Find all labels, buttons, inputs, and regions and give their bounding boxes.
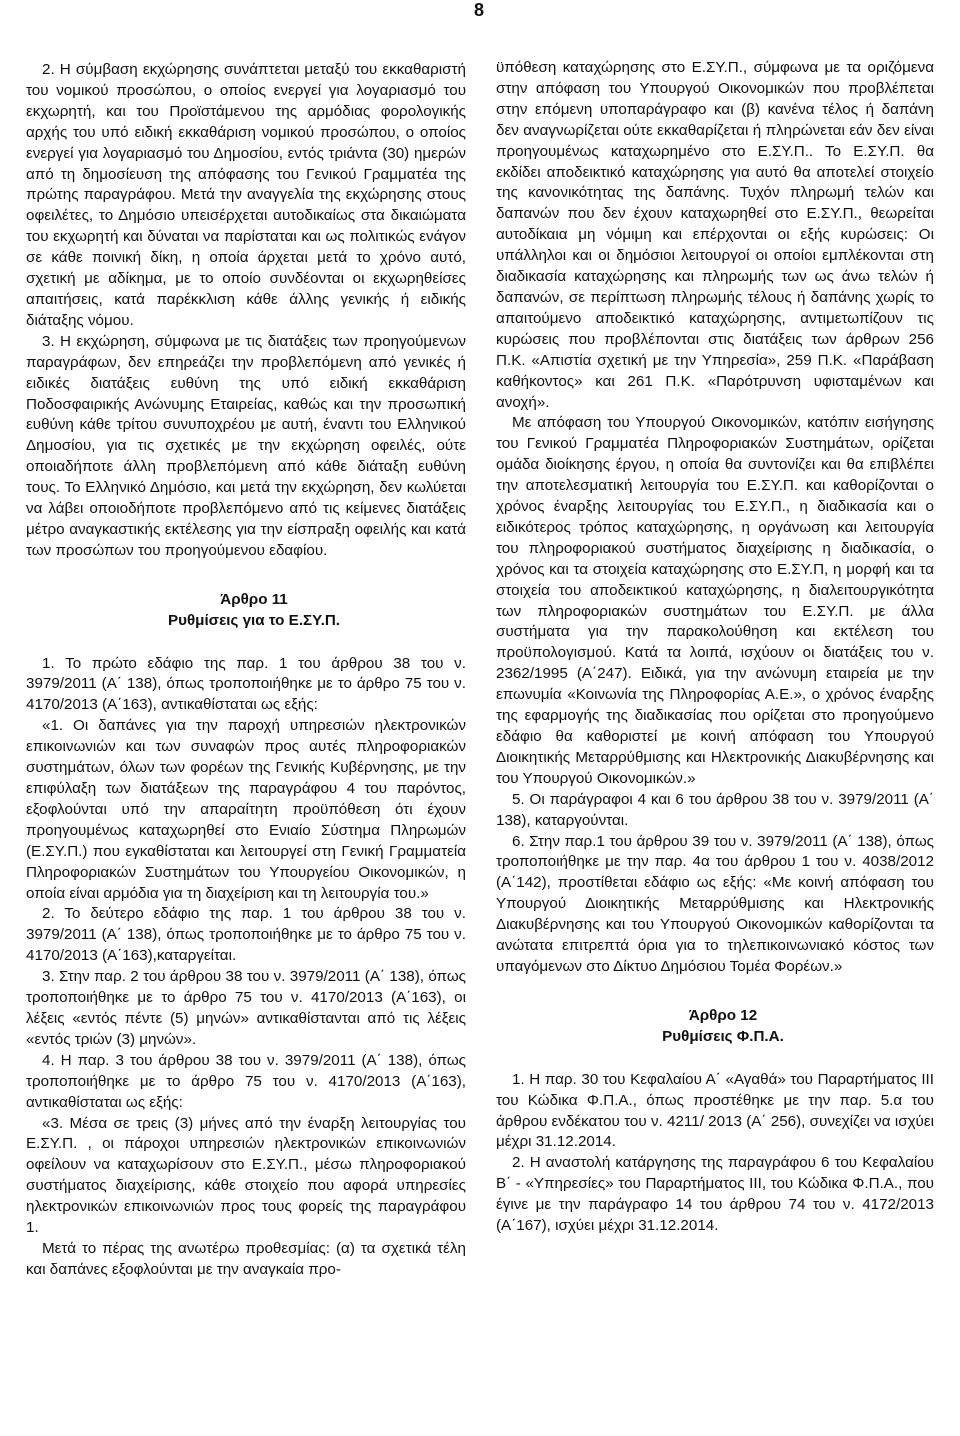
paragraph: Με απόφαση του Υπουργού Οικονομικών, κατόπιν εισήγησης του Γενικού Γραμματέα Πληροφοριακών Συστημάτων, ορίζεται ομάδα διοίκησης έργου, η οποία θα συντονίζει και θα επιβλέπει την αποτελεσματική λειτουργία του Ε.ΣΥ.Π. και καθορίζονται ο χρόνος έναρξης λειτουργίας του Ε.ΣΥ.Π., η διαδικασία και ο ειδικότερος τρόπος καταχώρησης, η οργάνωση και λειτουργία του πληροφοριακού συστήματος διαχείρισης η διαδικασία, ο χρόνος και τα στοιχεία καταχώρησης στο Ε.ΣΥ.Π, η μορφή και τα στοιχεία του αποδεικτικού καταχώρησης, η διαλειτουργικότητα των πληροφοριακών συστημάτων του Ε.ΣΥ.Π. με άλλα συστήματα για την παρακολούθηση και εκτέλεση του προϋπολογισμού. Κατά τα λοιπά, ισχύουν οι διατάξεις του ν. 2362/1995 (Α΄247). Ειδικά, για την ανώνυμη εταιρεία με την επωνυμία «Κοινωνία της Πληροφορίας Α.Ε.», ο χρόνος έναρξης της εφαρμογής της διαδικασίας που ορίζεται στο προηγούμενο εδάφιο θα καθοριστεί με κοινή απόφαση του Υπουργού Διοικητικής Μεταρρύθμισης και Ηλεκτρονικής Διακυβέρνησης και του Υπουργού Οικονομικών.» xyxy=(496,414,934,787)
article-subtitle: Ρυθμίσεις Φ.Π.Α. xyxy=(662,1027,784,1045)
paragraph: ϋπόθεση καταχώρησης στο Ε.ΣΥ.Π., σύμφωνα με τα οριζόμενα στην απόφαση του Υπουργού Οικονομικών που προβλέπεται στην επόμενη υποπαράγραφο και (β) κανένα τέλος ή δαπάνη δεν αναγνωρίζεται ούτε εκκαθαρίζεται ή πληρώνεται εάν δεν είναι προηγουμένως καταχωρημένο στο Ε.ΣΥ.Π.. Το Ε.ΣΥ.Π. θα εκδίδει αποδεικτικό καταχώρησης για αυτό θα αποτελεί στοιχείο της κανονικότητας της δαπάνης. Τυχόν πληρωμή τελών και δαπανών που δεν έχουν καταχωρηθεί στο Ε.ΣΥ.Π., θεωρείται αυτοδίκαια μη νόμιμη και επέρχονται οι εξής κυρώσεις: Οι υπάλληλοι και οι δημόσιοι λειτουργοί οι οποίοι εμπλέκονται στη διαδικασία καταχώρησης και πληρωμής των ως άνω τελών ή δαπανών, σε περίπτωση πληρωμής τέλους ή δαπάνης χωρίς το απαιτούμενο αποδεικτικό καταχώρησης, αντιμετωπίζουν τις κυρώσεις που προβλέπονται στις διατάξεις των άρθρων 256 Π.Κ. «Απιστία σχετική με την Υπηρεσία», 259 Π.Κ. «Παράβαση καθήκοντος» και 261 Π.Κ. «Παρότρυνση υφισταμένων και ανοχή». xyxy=(496,59,934,411)
article-subtitle: Ρυθμίσεις για το Ε.ΣΥ.Π. xyxy=(167,611,341,629)
left-column xyxy=(26,60,466,1281)
right-column xyxy=(496,58,934,1237)
paragraph: Μετά το πέρας της ανωτέρω προθεσμίας: (α) τα σχετικά τέλη και δαπάνες εξοφλούνται με την αναγκαία προ- xyxy=(26,1239,466,1278)
paragraph: 2. Η σύμβαση εκχώρησης συνάπτεται μεταξύ του εκκαθαριστή του νομικού προσώπου, ο οποίος ενεργεί για λογαριασμό του εκχωρητή, και του Προϊστάμενου της αρμόδιας φορολογικής αρχής του υπό ειδική εκκαθάριση νομικού προσώπου, ο οποίος ενεργεί για λογαριασμό του Δημοσίου, εντός τριάντα (30) ημερών από τη δημοσίευση της απόφασης του Γενικού Γραμματέα της πρώτης παραγράφου. Μετά την αναγγελία της εκχώρησης στους οφειλέτες, το Δημόσιο υπεισέρχεται αυτοδικαίως στα δικαιώματα του εκχωρητή και δύναται να παρίσταται και ως πολιτικώς ενάγον σε κάθε ποινική δίκη, η οποία άρχεται μετά το χρόνο αυτό, σχετική με αδίκημα, με το οποίο συνδέονται οι εκχωρηθείσες απαιτήσεις, κατά παρέκκλιση κάθε άλλης γενικής ή ειδικής διάταξης νόμου. xyxy=(26,61,466,329)
paragraph: 1. Το πρώτο εδάφιο της παρ. 1 του άρθρου 38 του ν. 3979/2011 (Α΄ 138), όπως τροποποιήθηκε με το άρθρο 75 του ν. 4170/2013 (Α΄163), αντικαθίσταται ως εξής: xyxy=(26,654,466,714)
paragraph: 5. Οι παράγραφοι 4 και 6 του άρθρου 38 του ν. 3979/2011 (Α΄ 138), καταργούνται. xyxy=(496,790,934,829)
paragraph: 4. Η παρ. 3 του άρθρου 38 του ν. 3979/2011 (Α΄ 138), όπως τροποποιήθηκε με το άρθρο 75 του ν. 4170/2013 (Α΄163), αντικαθίσταται ως εξής: xyxy=(26,1051,466,1111)
paragraph: 3. Στην παρ. 2 του άρθρου 38 του ν. 3979/2011 (Α΄ 138), όπως τροποποιήθηκε με το άρθρο 75 του ν. 4170/2013 (Α΄163), οι λέξεις «εντός πέντε (5) μηνών» αντικαθίστανται από τις λέξεις «εντός τριών (3) μηνών». xyxy=(26,968,466,1048)
article-title: Άρθρο 12 xyxy=(688,1006,758,1024)
paragraph: 2. Η αναστολή κατάργησης της παραγράφου 6 του Κεφαλαίου Β΄ - «Υπηρεσίες» του Παραρτήματος ΙΙΙ, του Κώδικα Φ.Π.Α., που έγινε με την παράγραφο 14 του άρθρου 74 του ν. 4172/2013 (Α΄167), ισχύει μέχρι 31.12.2014. xyxy=(496,1154,934,1235)
page-number: 8 xyxy=(474,0,485,20)
article-title: Άρθρο 11 xyxy=(220,590,288,608)
paragraph: «3. Μέσα σε τρεις (3) μήνες από την έναρξη λειτουργίας του Ε.ΣΥ.Π. , οι πάροχοι υπηρεσιών ηλεκτρονικών επικοινωνιών οφείλουν να καταχωρίσουν στο Ε.ΣΥ.Π., μέσω πληροφοριακού συστήματος διαχείρισης, κάθε στοιχείο που αφορά υπηρεσίες ηλεκτρονικών επικοινωνιών προς τους φορείς της παραγράφου 1. xyxy=(26,1114,466,1237)
paragraph: 3. Η εκχώρηση, σύμφωνα με τις διατάξεις των προηγούμενων παραγράφων, δεν επηρεάζει την προβλεπόμενη από γενικές ή ειδικές διατάξεις ευθύνη της υπό ειδική εκκαθάριση Ποδοσφαιρικής Ανώνυμης Εταιρείας, καθώς και την προσωπική ευθύνη κάθε τρίτου συνυποχρέου με αυτή, έναντι του Ελληνικού Δημοσίου, για τις σχετικές με την εκχώρηση οφειλές, ούτε οποιαδήποτε άλλη προβλεπόμενη από κάθε διάταξη ευθύνη τους. Το Ελληνικό Δημόσιο, και μετά την εκχώρηση, δεν κωλύεται να λάβει οποιοδήποτε προβλεπόμενο από τις κείμενες διατάξεις μέτρο αναγκαστικής εκτέλεσης για την είσπραξη οφειλής και κατά των προσώπων του προηγούμενου εδαφίου. xyxy=(26,332,466,559)
paragraph: 1. Η παρ. 30 του Κεφαλαίου Α΄ «Αγαθά» του Παραρτήματος ΙΙΙ του Κώδικα Φ.Π.Α., όπως προστέθηκε με την παρ. 5.α του άρθρου ενδέκατου του ν. 4211/ 2013 (Α΄ 256), συνεχίζει να ισχύει μέχρι 31.12.2014. xyxy=(496,1070,934,1151)
paragraph: «1. Οι δαπάνες για την παροχή υπηρεσιών ηλεκτρονικών επικοινωνιών και των συναφών προς αυτές πληροφοριακών συστημάτων, όλων των φορέων της Γενικής Κυβέρνησης, με την επιφύλαξη των διατάξεων της παραγράφου 4 του παρόντος, εξοφλούνται υπό την απαραίτητη προϋπόθεση ότι έχουν προηγουμένως καταχωρηθεί στο Ενιαίο Σύστημα Πληρωμών (Ε.ΣΥ.Π.) που εγκαθίσταται και λειτουργεί στη Γενική Γραμματεία Πληροφοριακών Συστημάτων του Υπουργείου Οικονομικών, η οποία είναι αρμόδια για τη διαχείριση και τη λειτουργία του.» xyxy=(26,717,466,902)
paragraph: 6. Στην παρ.1 του άρθρου 39 του ν. 3979/2011 (Α΄ 138), όπως τροποποιήθηκε με την παρ. 4α του άρθρου 1 του ν. 4038/2012 (Α΄142), προστίθεται εδάφιο ως εξής: «Με κοινή απόφαση του Υπουργού Διοικητικής Μεταρρύθμισης και Ηλεκτρονικής Διακυβέρνησης και του Υπουργού Οικονομικών καθορίζονται τα ανώτατα επιτρεπτά όρια για το τηλεπικοινωνιακό κόστος των υπαγόμενων στο Δίκτυο Δημόσιου Τομέα Φορέων.» xyxy=(496,832,934,975)
paragraph: 2. Το δεύτερο εδάφιο της παρ. 1 του άρθρου 38 του ν. 3979/2011 (Α΄ 138), όπως τροποποιήθηκε με το άρθρο 75 του ν. 4170/2013 (Α΄163),καταργείται. xyxy=(26,905,466,965)
